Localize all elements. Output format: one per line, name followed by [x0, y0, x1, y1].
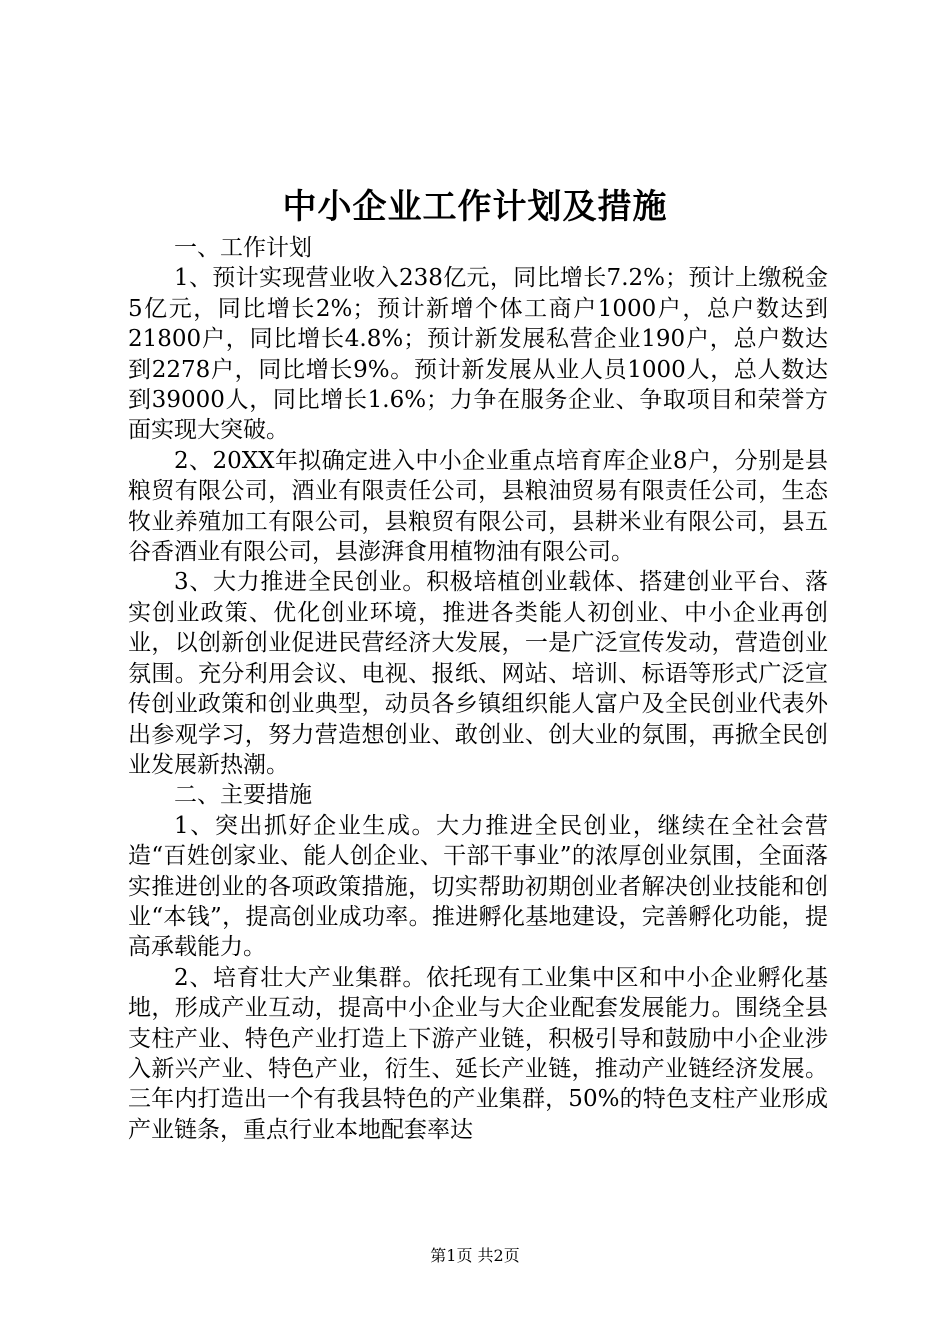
page-footer: 第1页 共2页 [430, 1246, 520, 1265]
section-heading-work-plan: 一、工作计划 [174, 235, 312, 261]
paragraph-measure-1: 1、突出抓好企业生成。大力推进全民创业，继续在全社会营造“百姓创家业、能人创企业、干部干事业”的浓厚创业氛围，全面落实推进创业的各项政策措施，切实帮助初期创业者解决创业技能和创业“本钱”，提高创业成功率。推进孵化基地建设，完善孵化功能，提高承载能力。 [128, 812, 828, 961]
paragraph-plan-3: 3、大力推进全民创业。积极培植创业载体、搭建创业平台、落实创业政策、优化创业环境，推进各类能人初创业、中小企业再创业，以创新创业促进民营经济大发展，一是广泛宣传发动，营造创业氛围。充分利用会议、电视、报纸、网站、培训、标语等形式广泛宣传创业政策和创业典型，动员各乡镇组织能人富户及全民创业代表外出参观学习，努力营造想创业、敢创业、创大业的氛围，再掀全民创业发展新热潮。 [128, 569, 828, 778]
paragraph-plan-1: 1、预计实现营业收入238亿元，同比增长7.2%；预计上缴税金5亿元，同比增长2%；预计新增个体工商户1000户，总户数达到21800户，同比增长4.8%；预计新发展私营企业190户，总户数达到2278户，同比增长9%。预计新发展从业人员1000人，总人数达到39000人，同比增长1.6%；力争在服务企业、争取项目和荣誉方面实现大突破。 [128, 265, 828, 444]
document-title: 中小企业工作计划及措施 [282, 187, 668, 227]
document-body [128, 233, 828, 1145]
paragraph-plan-2: 2、20XX年拟确定进入中小企业重点培育库企业8户，分别是县粮贸有限公司，酒业有限责任公司，县粮油贸易有限责任公司，生态牧业养殖加工有限公司，县粮贸有限公司，县耕米业有限公司，县五谷香酒业有限公司，县澎湃食用植物油有限公司。 [128, 447, 828, 566]
section-heading-measures: 二、主要措施 [174, 782, 312, 809]
paragraph-measure-2: 2、培育壮大产业集群。依托现有工业集中区和中小企业孵化基地，形成产业互动，提高中小企业与大企业配套发展能力。围绕全县支柱产业、特色产业打造上下游产业链，积极引导和鼓励中小企业涉入新兴产业、特色产业，衍生、延长产业链，推动产业链经济发展。三年内打造出一个有我县特色的产业集群，50%的特色支柱产业形成产业链条，重点行业本地配套率达 [128, 964, 828, 1143]
